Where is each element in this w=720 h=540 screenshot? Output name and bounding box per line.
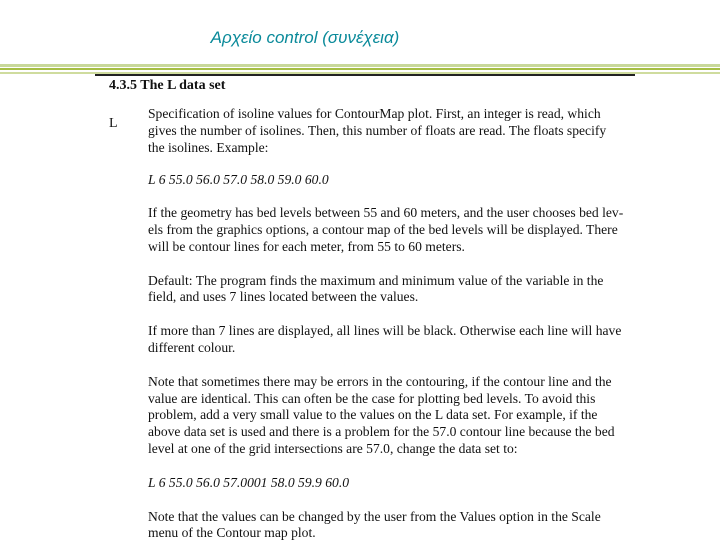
text-line: level at one of the grid intersections are 57.0, change the data set to: (148, 440, 518, 456)
slide-title: Αρχείο control (συνέχεια) (210, 28, 400, 47)
scan-top-border (95, 74, 635, 76)
dataset-keyword: L (109, 116, 118, 131)
text-line: If the geometry has bed levels between 55 and 60 meters, and the user chooses bed lev- (148, 205, 624, 221)
text-line: menu of the Contour map plot. (148, 525, 316, 540)
spec-paragraph (148, 106, 633, 156)
text-line: gives the number of isolines. Then, this number of floats are read. The floats specify (148, 122, 607, 138)
text-line: value are identical. This can often be the case for plotting bed levels. To avoid this (148, 390, 596, 406)
section-heading: 4.3.5 The L data set (109, 78, 226, 93)
header-rule-middle (0, 68, 720, 70)
text-line: the isolines. Example: (148, 139, 269, 155)
text-line: Specification of isoline values for ContourMap plot. First, an integer is read, which (148, 106, 601, 121)
final-note-paragraph (148, 509, 633, 540)
text-line: above data set is used and there is a problem for the 57.0 contour line because the bed (148, 424, 615, 440)
text-line: Default: The program finds the maximum and minimum value of the variable in the (148, 272, 604, 288)
text-line: will be contour lines for each meter, from 55 to 60 meters. (148, 238, 465, 254)
header-rule-top (0, 64, 720, 67)
default-paragraph (148, 273, 633, 307)
colour-paragraph (148, 323, 633, 357)
text-line: problem, add a very small value to the values on the L data set. For example, if the (148, 407, 598, 423)
geometry-paragraph (148, 205, 633, 255)
note-paragraph (148, 374, 633, 458)
example-line-2: L 6 55.0 56.0 57.0001 58.0 59.9 60.0 (148, 474, 350, 490)
document-body (148, 106, 633, 540)
example-line-1: L 6 55.0 56.0 57.0 58.0 59.0 60.0 (148, 172, 329, 188)
text-line: Note that the values can be changed by the user from the Values option in the Scale (148, 508, 601, 524)
text-line: Note that sometimes there may be errors in the contouring, if the contour line and the (148, 373, 612, 389)
text-line: different colour. (148, 339, 236, 355)
text-line: If more than 7 lines are displayed, all lines will be black. Otherwise each line will have (148, 323, 622, 339)
text-line: els from the graphics options, a contour map of the bed levels will be displayed. There (148, 221, 618, 237)
scanned-document (93, 74, 635, 540)
text-line: field, and uses 7 lines located between the values. (148, 289, 419, 305)
